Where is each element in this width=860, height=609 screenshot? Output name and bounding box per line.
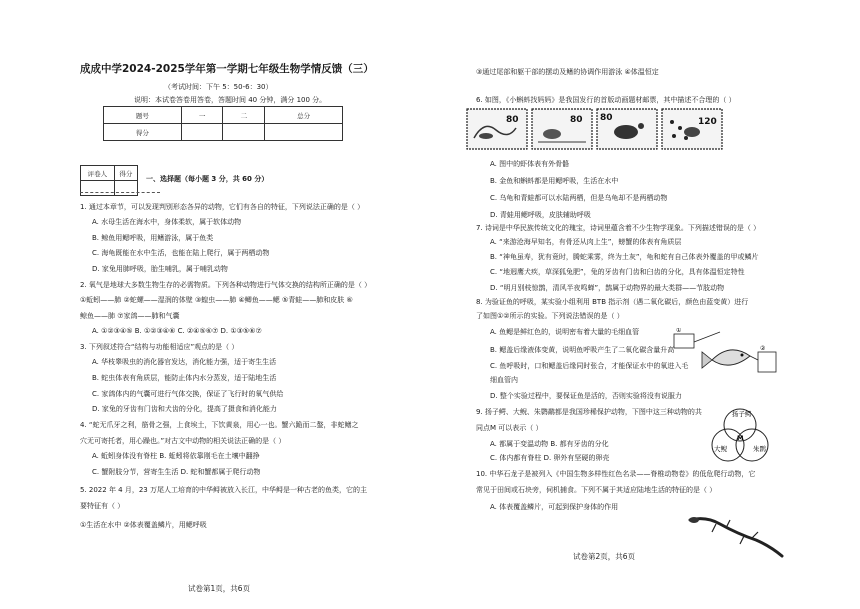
answer-option: A. 都属于变温动物 B. 都有牙齿的分化 <box>490 440 609 448</box>
stamp-value: 120 <box>698 117 717 127</box>
score-header: 一 <box>181 107 223 124</box>
grader-header: 评卷人 <box>81 166 115 181</box>
exam-time: （考试时间：下午 5：50-6：30） <box>164 83 273 91</box>
answer-option: A. 华枝睾吸虫的消化器官发达，消化能力强，适于寄生生活 <box>92 358 277 366</box>
answer-option: B. 蛇虫体表有角质层，能防止体内水分蒸发，适于陆地生活 <box>92 374 277 382</box>
grader-cell[interactable] <box>81 181 115 196</box>
grader-header: 得分 <box>114 166 137 181</box>
grader-cell[interactable] <box>114 181 137 196</box>
stamp <box>597 109 657 149</box>
score-row-label: 得分 <box>104 124 182 141</box>
question-text: 7. 诗词是中华民族传统文化的瑰宝，诗词里蕴含着不少生物学现象。下列描述错误的是（ ） <box>476 224 761 232</box>
lizard-illustration <box>686 510 786 560</box>
answer-option: A. “来游沧海早知名，有骨还从肉上生”，螃蟹的体表有角质层 <box>490 238 682 246</box>
answer-option: B. 鲸鱼用鳃呼吸，用鳍游泳，属于鱼类 <box>92 234 214 242</box>
venn-label: M <box>737 434 744 442</box>
tadpole-stamps-figure <box>466 108 724 150</box>
score-cell[interactable] <box>265 124 343 141</box>
stamp-value: 80 <box>570 115 583 125</box>
score-cell[interactable] <box>223 124 265 141</box>
answer-option: C. 家鸽体内的气囊可进行气体交换，保证了飞行时的氧气供给 <box>92 390 284 398</box>
stamp <box>467 109 527 149</box>
question-text: 了如图①②所示的实验。下列说法错误的是（ ） <box>476 312 624 320</box>
answer-option: A. 体表覆盖鳞片，可起到保护身体的作用 <box>490 503 619 511</box>
page-footer: 试卷第1页，共6页 <box>188 584 251 593</box>
score-header: 二 <box>223 107 265 124</box>
venn-label: 朱鹮 <box>753 445 766 453</box>
answer-option: 细血管内 <box>490 376 518 384</box>
fish-icon <box>712 350 750 365</box>
stamp-value: 80 <box>600 113 613 123</box>
question-text: 常见于田间或石块旁，伺机捕食。下列不属于其适应陆地生活的特征的是（ ） <box>476 486 717 494</box>
answer-option: A. 水母生活在海水中，身体柔软，属于软体动物 <box>92 218 242 226</box>
answer-option: B. 金鱼和蝌蚪都是用鳃呼吸，生活在水中 <box>490 177 619 185</box>
fish-experiment-figure <box>672 328 780 382</box>
answer-option: D. “明月别枝惊鹊，清风半夜鸣蝉”，鹊属于动物界的最大类群——节肢动物 <box>490 284 725 292</box>
stamp <box>532 109 592 149</box>
answer-option: C. 鱼呼吸时，口和鳃盖后缘同时张合，才能保证水中的氧进入毛 <box>490 362 689 370</box>
venn-label: 大鲵 <box>714 445 727 453</box>
exam-title: 成成中学2024-2025学年第一学期七年级生物学情反馈（三） <box>80 63 374 75</box>
answer-option: C. 体内都有脊柱 D. 卵外有坚硬的卵壳 <box>490 454 610 462</box>
score-cell[interactable] <box>181 124 223 141</box>
stamp <box>662 109 722 149</box>
question-text: 10. 中华石龙子是被列入《中国生物多样性红色名录——脊椎动物卷》的低危爬行动物，它 <box>476 470 756 478</box>
question-text: ①蚯蚓——肺 ②蛇螺——湿润的体壁 ③蝗虫——肺 ④鲫鱼——鳃 ⑤青蛙——肺和皮肤 ⑥ <box>80 296 353 304</box>
beaker-icon <box>758 352 776 372</box>
question-text: 6. 如图，《小蝌蚪找妈妈》是我国发行的首版动画题材邮票，其中描述不合理的（ ） <box>476 96 736 104</box>
page-footer: 试卷第2页，共6页 <box>573 552 636 561</box>
question-text: ①生活在水中 ②体表覆盖鳞片，用鳃呼吸 <box>80 521 207 529</box>
answer-option: D. 整个实验过程中，要保证鱼是活的，否则实验将没有说服力 <box>490 392 682 400</box>
question-text: 1. 通过本章节，可以发现判别形态各异的动物，它们有各自的特征，下列说法正确的是（ ） <box>80 203 365 211</box>
beaker-icon <box>674 334 694 348</box>
venn-label: 扬子鳄 <box>732 410 752 418</box>
question-text: 鲸鱼——肺 ⑦家鸽——肺和气囊 <box>80 312 180 320</box>
question-text: 穴无可寄托者，用心躁也。”对古文中动物的相关说法正确的是（ ） <box>80 437 286 445</box>
answer-option: B. 鳃盖后缘液体变黄，说明鱼呼吸产生了二氧化碳含量升高 <box>490 346 675 354</box>
answer-option: C. “地迥鹰犬疾，草深狐兔肥”，兔的牙齿有门齿和臼齿的分化，具有体温恒定特性 <box>490 268 745 276</box>
score-header: 题号 <box>104 107 182 124</box>
question-text: 4. “蛇无爪牙之利，筋骨之强，上食埃土，下饮黄泉，用心一也。蟹六跪而二螯，非蛇鳝之 <box>80 421 359 429</box>
instructions: 说明：本试卷答卷用答卷，答题时间 40 分钟，满分 100 分。 <box>134 96 327 104</box>
answer-option: C. 海龟既能在水中生活，也能在陆上爬行，属于两栖动物 <box>92 249 270 257</box>
score-header: 总分 <box>265 107 343 124</box>
question-text: ③通过尾部和躯干部的摆动及鳍的协调作用游泳 ④体温恒定 <box>476 68 659 76</box>
answer-option: A. 鱼鳃是鲜红色的，说明密布着大量的毛细血管 <box>490 328 640 336</box>
answer-option: C. 乌龟和青蛙都可以水陆两栖，但是乌龟却不是两栖动物 <box>490 194 668 202</box>
question-text: 3. 下列叙述符合“结构与功能相适应”观点的是（ ） <box>80 343 239 351</box>
score-table <box>103 106 343 141</box>
answer-option: D. 家兔的牙齿有门齿和犬齿的分化，提高了摄食和消化能力 <box>92 405 277 413</box>
question-text: 9. 扬子鳄、大鲵、朱鹮鹬都是我国珍稀保护动物，下图中这三种动物的共 <box>476 408 702 416</box>
venn-diagram <box>700 405 780 467</box>
answer-option: D. 青蛙用鳃呼吸，皮肤辅助呼吸 <box>490 211 591 219</box>
answer-option: C. 蟹附肢分节，营寄生生活 D. 蛇和蟹都属于爬行动物 <box>92 468 261 476</box>
question-text: 5. 2022 年 4 月，23 万尾人工培育的中华鲟被放入长江，中华鲟是一种古老的鱼类，它的主 <box>80 486 367 494</box>
stamp-value: 80 <box>506 115 519 125</box>
question-text: 同点M 可以表示（ ） <box>476 424 543 432</box>
answer-option: D. 家兔用肺呼吸，胎生哺乳，属于哺乳动物 <box>92 265 228 273</box>
answer-option: A. 蚯蚓身体没有脊柱 B. 蚯蚓将依靠刚毛在土壤中翻挣 <box>92 452 260 460</box>
figure-label: ② <box>760 345 766 352</box>
exam-page-2 <box>430 0 860 609</box>
question-text: 8. 为验证鱼的呼吸，某实验小组利用 BTB 指示剂（遇二氧化碳后，颜色由蓝变黄）进行 <box>476 298 749 306</box>
answer-option: A. 图中的虾体表有外骨骼 <box>490 160 570 168</box>
section-heading: 一、选择题（每小题 3 分，共 60 分） <box>146 175 269 183</box>
question-text: 要特征有（ ） <box>80 502 125 510</box>
answer-option: B. “神龟虽寿，犹有竟时，腾蛇乘雾，终为土灰”，龟和蛇有自己体表外覆盖的甲或鳞片 <box>490 253 759 261</box>
figure-label: ① <box>676 328 682 334</box>
answer-option: A. ①②③④⑤ B. ①②③④⑥ C. ②④⑤⑥⑦ D. ①③⑤⑥⑦ <box>92 327 262 335</box>
question-text: 2. 氧气是地球大多数生物生存的必需物质。下列各种动物进行气体交换的结构所正确的是（ ） <box>80 281 372 289</box>
divider <box>80 192 160 193</box>
